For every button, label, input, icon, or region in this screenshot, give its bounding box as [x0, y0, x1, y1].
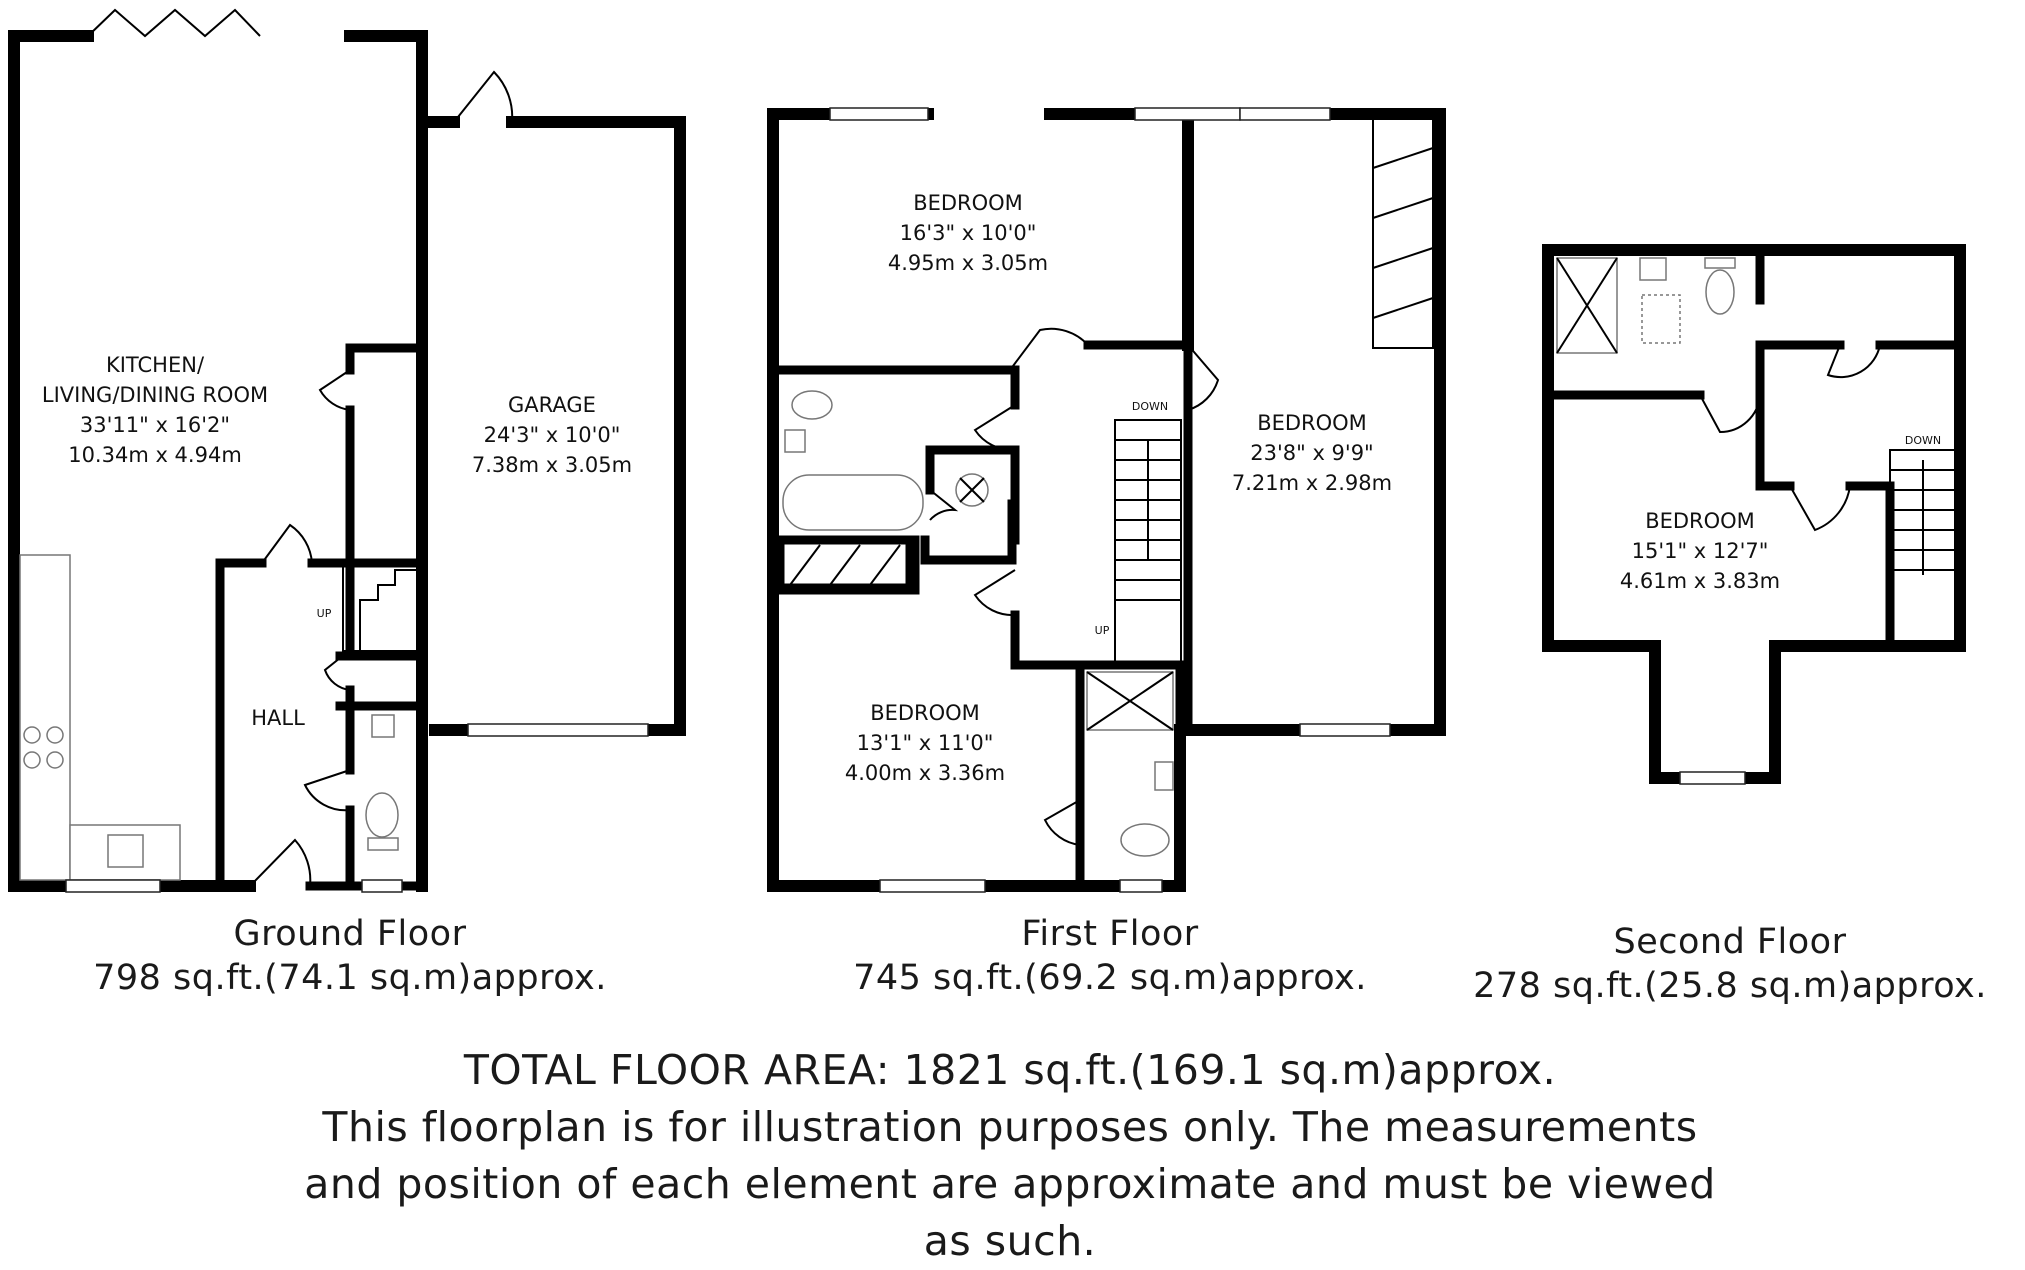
floor-caption-first — [800, 912, 1420, 1000]
floor-name: Second Floor — [1613, 922, 1847, 962]
room-dimensions-imperial: 15'1" x 12'7" — [1631, 539, 1769, 563]
window — [66, 880, 160, 892]
room-dimensions-imperial: 16'3" x 10'0" — [899, 221, 1037, 245]
room-dimensions-metric: 10.34m x 4.94m — [68, 443, 242, 467]
stair-label: UP — [1094, 624, 1110, 637]
second-floor-plan — [1548, 250, 1960, 784]
toilet-icon — [1706, 270, 1734, 314]
room-dimensions-imperial: 24'3" x 10'0" — [483, 423, 621, 447]
basin-icon — [1640, 258, 1666, 280]
room-name: BEDROOM — [913, 191, 1023, 215]
room-dimensions-metric: 7.38m x 3.05m — [471, 453, 633, 477]
disclaimer-line: as such. — [923, 1217, 1097, 1265]
room-dimensions-metric: 7.21m x 2.98m — [1231, 471, 1393, 495]
hob-icon — [24, 727, 40, 743]
room-name: BEDROOM — [1645, 509, 1755, 533]
bath-icon — [783, 475, 923, 530]
kitchen-counter — [20, 555, 70, 880]
toilet-icon — [792, 391, 832, 419]
room-name: GARAGE — [508, 393, 596, 417]
toilet-icon — [366, 793, 398, 837]
basin-icon — [372, 715, 394, 737]
floor-name: Ground Floor — [233, 914, 467, 954]
room-dimensions-metric: 4.95m x 3.05m — [887, 251, 1049, 275]
room-dimensions-metric: 4.00m x 3.36m — [844, 761, 1006, 785]
ground-floor-plan — [14, 10, 680, 892]
floor-area: 745 sq.ft.(69.2 sq.m)approx. — [853, 958, 1367, 998]
disclaimer-line: This floorplan is for illustration purposes only. The measurements — [322, 1103, 1698, 1151]
room-name: KITCHEN/ — [105, 353, 205, 377]
first-floor-plan — [773, 108, 1440, 892]
floor-caption-second — [1440, 920, 2020, 1008]
stairs-icon — [1115, 420, 1181, 665]
sink-icon — [108, 835, 143, 867]
footer-notes — [200, 1042, 1820, 1270]
room-dimensions-metric: 4.61m x 3.83m — [1619, 569, 1781, 593]
room-name: BEDROOM — [1257, 411, 1367, 435]
room-dimensions-imperial: 23'8" x 9'9" — [1250, 441, 1374, 465]
stairs-icon — [1890, 450, 1956, 642]
room-name: HALL — [251, 706, 305, 730]
floor-area: 798 sq.ft.(74.1 sq.m)approx. — [93, 958, 607, 998]
room-name: BEDROOM — [870, 701, 980, 725]
room-dimensions-imperial: 33'11" x 16'2" — [79, 413, 231, 437]
total-floor-area: TOTAL FLOOR AREA: 1821 sq.ft.(169.1 sq.m)approx. — [463, 1046, 1557, 1094]
stair-label: DOWN — [1131, 400, 1169, 413]
floor-name: First Floor — [1021, 914, 1199, 954]
stair-label: DOWN — [1904, 434, 1942, 447]
stair-label: UP — [316, 607, 332, 620]
disclaimer-line: and position of each element are approximate and must be viewed — [304, 1160, 1716, 1208]
floor-caption-ground — [40, 912, 660, 1000]
floor-area: 278 sq.ft.(25.8 sq.m)approx. — [1473, 966, 1987, 1006]
room-name: LIVING/DINING ROOM — [41, 383, 269, 407]
room-dimensions-imperial: 13'1" x 11'0" — [856, 731, 994, 755]
